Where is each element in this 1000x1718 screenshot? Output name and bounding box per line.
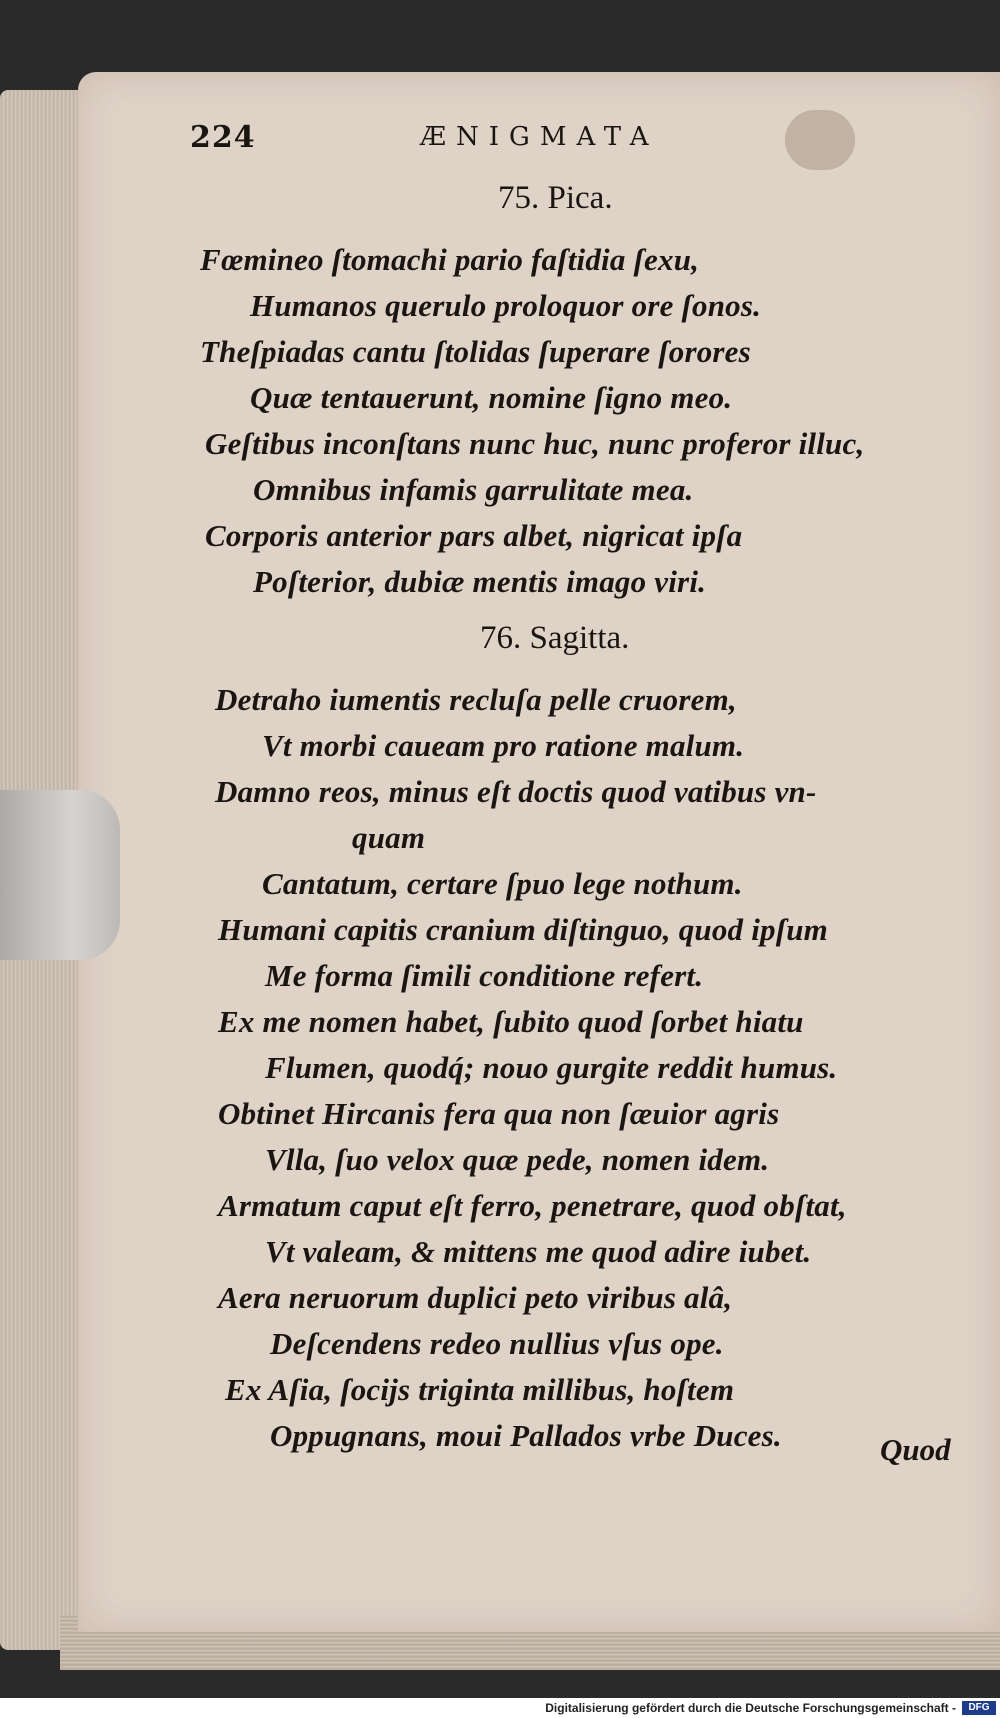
verse-line: Corporis anterior pars albet, nigricat ipſa <box>205 518 743 553</box>
footer-credit: Digitalisierung gefördert durch die Deutsche Forschungsgemeinschaft - <box>545 1701 956 1715</box>
verse-line: Damno reos, minus eſt doctis quod vatibus vn- <box>215 774 817 809</box>
page-header <box>190 120 830 160</box>
running-title: ÆNIGMATA <box>420 122 659 152</box>
verse-line: Vlla, ſuo velox quæ pede, nomen idem. <box>265 1142 770 1177</box>
thumb-shadow <box>0 790 120 960</box>
digitization-footer <box>0 1698 1000 1718</box>
verse-line: Ex me nomen habet, ſubito quod ſorbet hiatu <box>218 1004 804 1039</box>
verse-line: Quæ tentauerunt, nomine ſigno meo. <box>250 380 733 415</box>
verse-line: Obtinet Hircanis fera qua non ſæuior agris <box>218 1096 780 1131</box>
verse-line: Me forma ſimili conditione refert. <box>265 958 704 993</box>
verse-line: Theſpiadas cantu ſtolidas ſuperare ſorores <box>200 334 751 369</box>
verse-line: Humanos querulo proloquor ore ſonos. <box>250 288 762 323</box>
verse-line: Ex Aſia, ſocijs triginta millibus, hoſtem <box>225 1372 735 1407</box>
verse-line: Cantatum, certare ſpuo lege nothum. <box>262 866 743 901</box>
catchword: Quod <box>880 1432 951 1467</box>
verse-line: Poſterior, dubiæ mentis imago viri. <box>253 564 707 599</box>
verse-line: Deſcendens redeo nullius vſus ope. <box>270 1326 724 1361</box>
verse-line: Flumen, quodq́; nouo gurgite reddit humus. <box>265 1050 838 1085</box>
verse-line: Vt valeam, & mittens me quod adire iubet. <box>265 1234 812 1269</box>
verse-line: Vt morbi caueam pro ratione malum. <box>262 728 745 763</box>
verse-line: quam <box>352 820 426 855</box>
verse-line: Omnibus infamis garrulitate mea. <box>253 472 694 507</box>
verse-line: Detraho iumentis recluſa pelle cruorem, <box>215 682 737 717</box>
verse-line: Geſtibus inconſtans nunc huc, nunc proferor illuc, <box>205 426 865 461</box>
riddle-heading-75: 75. Pica. <box>498 180 613 216</box>
verse-line: Armatum caput eſt ferro, penetrare, quod obſtat, <box>218 1188 847 1223</box>
verse-line: Oppugnans, moui Pallados vrbe Duces. <box>270 1418 782 1453</box>
verse-line: Fœmineo ſtomachi pario faſtidia ſexu, <box>200 242 700 277</box>
riddle-heading-76: 76. Sagitta. <box>480 620 630 656</box>
verse-line: Humani capitis cranium diſtinguo, quod ipſum <box>218 912 828 947</box>
page-number: 224 <box>190 120 256 155</box>
dfg-logo-icon: DFG <box>962 1701 996 1715</box>
verse-line: Aera neruorum duplici peto viribus alâ, <box>218 1280 733 1315</box>
